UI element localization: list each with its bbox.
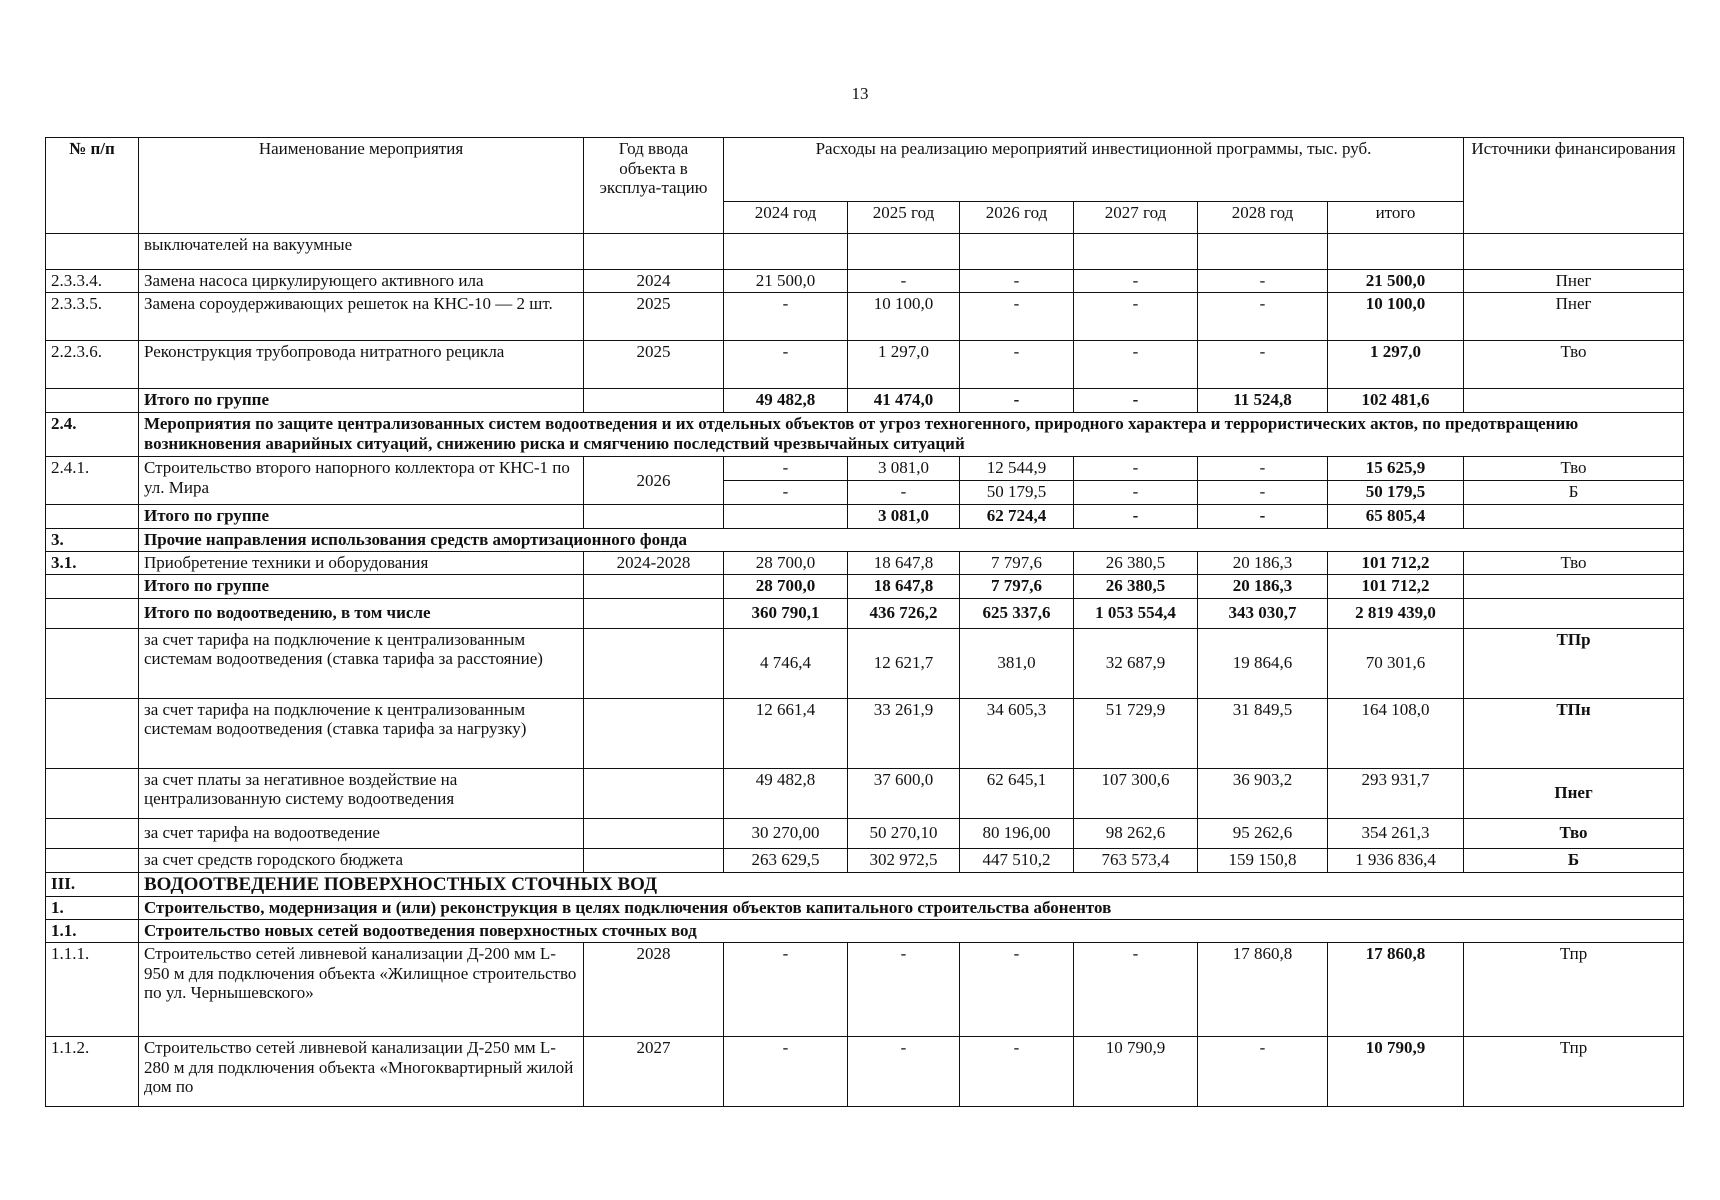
table-row [46, 698, 1684, 768]
row-source: ТПр [1464, 628, 1684, 698]
value-cell: - [724, 481, 848, 505]
table-row [46, 341, 1684, 389]
table-row [46, 551, 1684, 574]
value-cell: 33 261,9 [848, 698, 960, 768]
value-cell: - [848, 270, 960, 293]
row-year [584, 768, 724, 818]
grand-total-row [46, 598, 1684, 628]
section-num: 2.4. [46, 413, 139, 457]
value-cell [848, 234, 960, 270]
section-num: 1. [46, 897, 139, 920]
row-name: за счет тарифа на подключение к централизованным системам водоотведения (ставка тарифа за расстояние) [139, 628, 584, 698]
table-row [46, 768, 1684, 818]
row-source: Тво [1464, 341, 1684, 389]
value-cell: 36 903,2 [1198, 768, 1328, 818]
row-year: 2025 [584, 293, 724, 341]
value-cell: 34 605,3 [960, 698, 1074, 768]
table-row [46, 293, 1684, 341]
row-num [46, 505, 139, 529]
table-row [46, 943, 1684, 1037]
value-cell: - [1074, 505, 1198, 529]
value-cell: 107 300,6 [1074, 768, 1198, 818]
value-cell: 41 474,0 [848, 389, 960, 413]
row-name: за счет средств городского бюджета [139, 848, 584, 872]
value-cell: 1 053 554,4 [1074, 598, 1198, 628]
section-row [46, 413, 1684, 457]
table-row [46, 628, 1684, 698]
row-num: 1.1.1. [46, 943, 139, 1037]
row-source: Тво [1464, 818, 1684, 848]
row-source: Пнег [1464, 768, 1684, 818]
row-name: Итого по водоотведению, в том числе [139, 598, 584, 628]
value-cell: - [724, 1037, 848, 1107]
row-num: 1.1.2. [46, 1037, 139, 1107]
value-cell [1328, 234, 1464, 270]
value-cell: 3 081,0 [848, 457, 960, 481]
row-source: Пнег [1464, 293, 1684, 341]
header-row-1 [46, 138, 1684, 202]
header-num: № п/п [46, 138, 139, 234]
value-cell-total: 293 931,7 [1328, 768, 1464, 818]
value-cell: 381,0 [960, 628, 1074, 698]
value-cell: 28 700,0 [724, 574, 848, 598]
value-cell: 20 186,3 [1198, 574, 1328, 598]
value-cell: - [1074, 270, 1198, 293]
header-year-2025: 2025 год [848, 202, 960, 234]
row-num: 2.3.3.5. [46, 293, 139, 341]
row-num [46, 598, 139, 628]
subtotal-row [46, 389, 1684, 413]
investment-table-container [45, 137, 1683, 1107]
value-cell: 32 687,9 [1074, 628, 1198, 698]
value-cell: 37 600,0 [848, 768, 960, 818]
row-year [584, 628, 724, 698]
row-name: Строительство второго напорного коллектора от КНС-1 по ул. Мира [139, 457, 584, 505]
header-name: Наименование мероприятия [139, 138, 584, 234]
subtotal-row [46, 574, 1684, 598]
value-cell: 10 100,0 [848, 293, 960, 341]
section-num: III. [46, 872, 139, 897]
value-cell: - [848, 943, 960, 1037]
value-cell [724, 505, 848, 529]
value-cell: - [1198, 481, 1328, 505]
row-source [1464, 505, 1684, 529]
row-name: Замена насоса циркулирующего активного ила [139, 270, 584, 293]
header-year-2027: 2027 год [1074, 202, 1198, 234]
value-cell: 20 186,3 [1198, 551, 1328, 574]
value-cell: - [724, 457, 848, 481]
value-cell: - [1198, 341, 1328, 389]
row-num [46, 848, 139, 872]
value-cell-total: 164 108,0 [1328, 698, 1464, 768]
row-name: за счет тарифа на подключение к централизованным системам водоотведения (ставка тарифа за нагрузку) [139, 698, 584, 768]
row-year: 2027 [584, 1037, 724, 1107]
value-cell-total: 10 100,0 [1328, 293, 1464, 341]
value-cell-total: 21 500,0 [1328, 270, 1464, 293]
investment-program-table [45, 137, 1684, 1107]
row-name: Приобретение техники и оборудования [139, 551, 584, 574]
value-cell [1198, 234, 1328, 270]
section-title: Мероприятия по защите централизованных систем водоотведения и их отдельных объектов от угроз техногенного, природного характера и террористических актов, по предотвращению возникновения аварийных ситуаций, снижению риска и смягчению последствий чрезвычайных ситуаций [139, 413, 1684, 457]
value-cell: 4 746,4 [724, 628, 848, 698]
value-cell: 625 337,6 [960, 598, 1074, 628]
value-cell-total: 101 712,2 [1328, 574, 1464, 598]
value-cell-total: 50 179,5 [1328, 481, 1464, 505]
value-cell: 62 645,1 [960, 768, 1074, 818]
header-year-2026: 2026 год [960, 202, 1074, 234]
section-row [46, 897, 1684, 920]
value-cell: 62 724,4 [960, 505, 1074, 529]
subtotal-row [46, 505, 1684, 529]
header-year-2024: 2024 год [724, 202, 848, 234]
row-source: Тпр [1464, 943, 1684, 1037]
value-cell [724, 234, 848, 270]
value-cell: 50 270,10 [848, 818, 960, 848]
row-year [584, 574, 724, 598]
value-cell: - [1198, 270, 1328, 293]
row-source: Тво [1464, 457, 1684, 481]
row-year [584, 389, 724, 413]
row-year [584, 848, 724, 872]
section-title: Прочие направления использования средств амортизационного фонда [139, 529, 1684, 552]
row-num [46, 628, 139, 698]
value-cell: 3 081,0 [848, 505, 960, 529]
row-year [584, 698, 724, 768]
value-cell: - [1074, 293, 1198, 341]
section-num: 1.1. [46, 920, 139, 943]
value-cell: 49 482,8 [724, 768, 848, 818]
value-cell-total: 2 819 439,0 [1328, 598, 1464, 628]
value-cell [1074, 234, 1198, 270]
value-cell: 7 797,6 [960, 551, 1074, 574]
header-sources: Источники финансирования [1464, 138, 1684, 234]
value-cell: - [1198, 457, 1328, 481]
section-row [46, 529, 1684, 552]
table-row [46, 234, 1684, 270]
value-cell: 28 700,0 [724, 551, 848, 574]
value-cell-total: 1 936 836,4 [1328, 848, 1464, 872]
row-num: 3.1. [46, 551, 139, 574]
section-num: 3. [46, 529, 139, 552]
table-row [46, 1037, 1684, 1107]
value-cell-total: 15 625,9 [1328, 457, 1464, 481]
row-year: 2024-2028 [584, 551, 724, 574]
value-cell-total: 101 712,2 [1328, 551, 1464, 574]
row-source: Б [1464, 848, 1684, 872]
row-year: 2024 [584, 270, 724, 293]
value-cell-total: 102 481,6 [1328, 389, 1464, 413]
value-cell: 302 972,5 [848, 848, 960, 872]
row-year [584, 818, 724, 848]
page-number: 13 [851, 84, 869, 103]
value-cell: 98 262,6 [1074, 818, 1198, 848]
value-cell: 17 860,8 [1198, 943, 1328, 1037]
row-source [1464, 389, 1684, 413]
row-source [1464, 598, 1684, 628]
table-row [46, 848, 1684, 872]
row-num [46, 574, 139, 598]
value-cell: 7 797,6 [960, 574, 1074, 598]
row-source: Б [1464, 481, 1684, 505]
value-cell: 26 380,5 [1074, 551, 1198, 574]
row-name: Строительство сетей ливневой канализации Д-250 мм L-280 м для подключения объекта «Многоквартирный жилой дом по [139, 1037, 584, 1107]
value-cell: - [1074, 341, 1198, 389]
value-cell: 49 482,8 [724, 389, 848, 413]
section-title: Строительство, модернизация и (или) реконструкция в целях подключения объектов капитального строительства абонентов [139, 897, 1684, 920]
value-cell: 30 270,00 [724, 818, 848, 848]
value-cell: 159 150,8 [1198, 848, 1328, 872]
value-cell: 51 729,9 [1074, 698, 1198, 768]
value-cell: - [724, 943, 848, 1037]
section-row [46, 872, 1684, 897]
value-cell: - [1198, 293, 1328, 341]
row-name: Итого по группе [139, 574, 584, 598]
header-year-2028: 2028 год [1198, 202, 1328, 234]
value-cell: - [848, 1037, 960, 1107]
value-cell: 18 647,8 [848, 551, 960, 574]
header-total: итого [1328, 202, 1464, 234]
row-name: Реконструкция трубопровода нитратного рецикла [139, 341, 584, 389]
value-cell: - [1074, 389, 1198, 413]
value-cell: 763 573,4 [1074, 848, 1198, 872]
value-cell [960, 234, 1074, 270]
value-cell: - [1074, 481, 1198, 505]
row-num [46, 768, 139, 818]
value-cell: - [960, 389, 1074, 413]
value-cell-total: 10 790,9 [1328, 1037, 1464, 1107]
row-source: Пнег [1464, 270, 1684, 293]
value-cell: 31 849,5 [1198, 698, 1328, 768]
row-source: Тпр [1464, 1037, 1684, 1107]
table-row [46, 818, 1684, 848]
row-num: 2.3.3.4. [46, 270, 139, 293]
value-cell: 18 647,8 [848, 574, 960, 598]
row-year: 2028 [584, 943, 724, 1037]
value-cell: 11 524,8 [1198, 389, 1328, 413]
value-cell-total: 354 261,3 [1328, 818, 1464, 848]
value-cell: - [1074, 457, 1198, 481]
value-cell: 26 380,5 [1074, 574, 1198, 598]
header-costs: Расходы на реализацию мероприятий инвестиционной программы, тыс. руб. [724, 138, 1464, 202]
value-cell: - [960, 943, 1074, 1037]
row-num [46, 698, 139, 768]
value-cell: 12 661,4 [724, 698, 848, 768]
row-num: 2.2.3.6. [46, 341, 139, 389]
value-cell: - [960, 341, 1074, 389]
row-year [584, 234, 724, 270]
value-cell: 1 297,0 [848, 341, 960, 389]
table-row [46, 457, 1684, 481]
value-cell: 12 621,7 [848, 628, 960, 698]
row-source [1464, 574, 1684, 598]
value-cell: 360 790,1 [724, 598, 848, 628]
value-cell: - [1198, 1037, 1328, 1107]
value-cell: - [960, 293, 1074, 341]
row-name: за счет тарифа на водоотведение [139, 818, 584, 848]
row-name: Итого по группе [139, 505, 584, 529]
row-num: 2.4.1. [46, 457, 139, 505]
value-cell: 95 262,6 [1198, 818, 1328, 848]
row-source: ТПн [1464, 698, 1684, 768]
row-num [46, 234, 139, 270]
row-year [584, 505, 724, 529]
value-cell: 19 864,6 [1198, 628, 1328, 698]
value-cell-total: 65 805,4 [1328, 505, 1464, 529]
value-cell: 12 544,9 [960, 457, 1074, 481]
value-cell: - [960, 270, 1074, 293]
value-cell: 21 500,0 [724, 270, 848, 293]
table-row [46, 270, 1684, 293]
header-year: Год ввода объекта в эксплуа-тацию [584, 138, 724, 234]
value-cell: - [1198, 505, 1328, 529]
row-year: 2025 [584, 341, 724, 389]
value-cell: - [724, 293, 848, 341]
row-year [584, 598, 724, 628]
row-name: выключателей на вакуумные [139, 234, 584, 270]
row-num [46, 818, 139, 848]
value-cell: 80 196,00 [960, 818, 1074, 848]
section-row [46, 920, 1684, 943]
value-cell: - [848, 481, 960, 505]
row-name: Итого по группе [139, 389, 584, 413]
value-cell: - [960, 1037, 1074, 1107]
value-cell: 10 790,9 [1074, 1037, 1198, 1107]
value-cell: 436 726,2 [848, 598, 960, 628]
row-name: за счет платы за негативное воздействие на централизованную систему водоотведения [139, 768, 584, 818]
row-source: Тво [1464, 551, 1684, 574]
row-num [46, 389, 139, 413]
value-cell: 343 030,7 [1198, 598, 1328, 628]
value-cell-total: 17 860,8 [1328, 943, 1464, 1037]
value-cell: - [724, 341, 848, 389]
section-title: ВОДООТВЕДЕНИЕ ПОВЕРХНОСТНЫХ СТОЧНЫХ ВОД [139, 872, 1684, 897]
row-source [1464, 234, 1684, 270]
section-title: Строительство новых сетей водоотведения поверхностных сточных вод [139, 920, 1684, 943]
value-cell: 263 629,5 [724, 848, 848, 872]
value-cell-total: 70 301,6 [1328, 628, 1464, 698]
row-year: 2026 [584, 457, 724, 505]
value-cell: 50 179,5 [960, 481, 1074, 505]
value-cell: 447 510,2 [960, 848, 1074, 872]
value-cell-total: 1 297,0 [1328, 341, 1464, 389]
row-name: Замена сороудерживающих решеток на КНС-10 — 2 шт. [139, 293, 584, 341]
value-cell: - [1074, 943, 1198, 1037]
row-name: Строительство сетей ливневой канализации Д-200 мм L-950 м для подключения объекта «Жилищное строительство по ул. Чернышевского» [139, 943, 584, 1037]
